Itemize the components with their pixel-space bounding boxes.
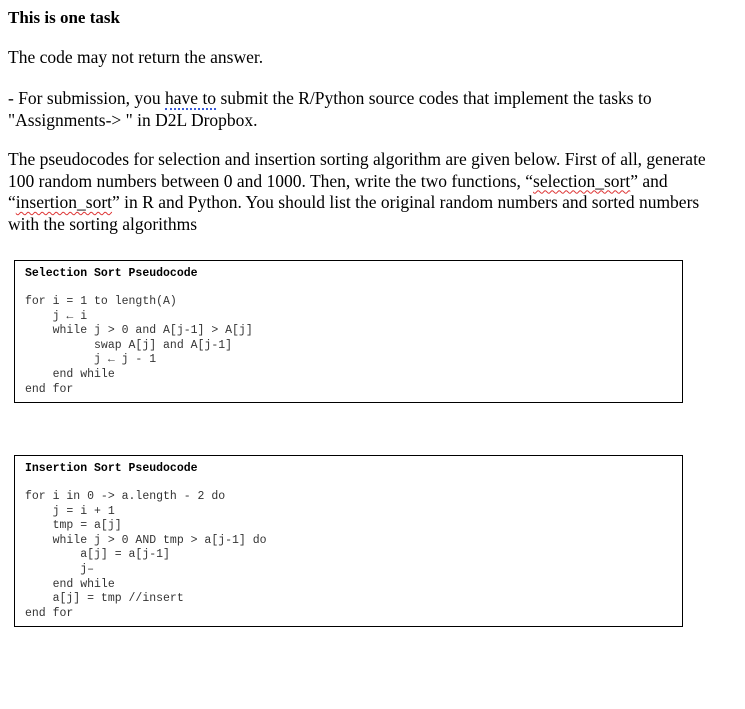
code-line: j ← j - 1 — [25, 353, 157, 367]
code-line: while j > 0 AND tmp > a[j-1] do — [25, 533, 267, 547]
func-name-insertion: insertion_sort — [15, 192, 113, 212]
code-line: for i = 1 to length(A) — [25, 295, 177, 308]
insertion-sort-title: Insertion Sort Pseudocode — [25, 462, 198, 475]
code-line: end for — [25, 606, 74, 620]
code-line: j– — [25, 562, 95, 576]
description-part3: ” in R and Python. You should list the original random numbers and sorted numbers with the sorting algorithms — [8, 192, 700, 234]
code-line: tmp = a[j] — [25, 519, 122, 533]
code-line: swap A[j] and A[j-1] — [25, 338, 233, 352]
func-name-selection: selection_sort — [533, 170, 631, 191]
insertion-sort-code — [25, 490, 267, 621]
note-paragraph: The code may not return the answer. — [8, 47, 264, 67]
insertion-sort-box — [14, 455, 683, 627]
code-line: end while — [25, 577, 115, 591]
description-part2: ” and “ — [8, 170, 668, 212]
code-line: while j > 0 and A[j-1] > A[j] — [25, 324, 253, 338]
code-line: a[j] = tmp //insert — [25, 592, 184, 606]
code-line: for i in 0 -> a.length - 2 do — [25, 490, 226, 503]
submission-suffix: submit the R/Python source codes that implement the tasks to "Assignments-> " in D2L Dropbox. — [8, 88, 652, 130]
code-line: j = i + 1 — [25, 504, 115, 518]
submission-underlined: have to — [165, 88, 217, 108]
selection-sort-box — [14, 260, 683, 403]
code-line: end while — [25, 367, 115, 381]
code-line: a[j] = a[j-1] — [25, 548, 170, 562]
selection-sort-title: Selection Sort Pseudocode — [25, 267, 198, 280]
submission-prefix: - For submission, you — [8, 88, 166, 108]
task-heading: This is one task — [8, 8, 120, 27]
selection-sort-code — [25, 295, 253, 397]
description-part1: The pseudocodes for selection and insertion sorting algorithm are given below. First of all, generate 100 random numbers between 0 and 1000. Then, write the two functions, “ — [8, 149, 706, 191]
code-line: j ← i — [25, 309, 88, 323]
submission-paragraph — [8, 88, 708, 131]
description-paragraph — [8, 149, 713, 235]
code-line: end for — [25, 382, 74, 396]
